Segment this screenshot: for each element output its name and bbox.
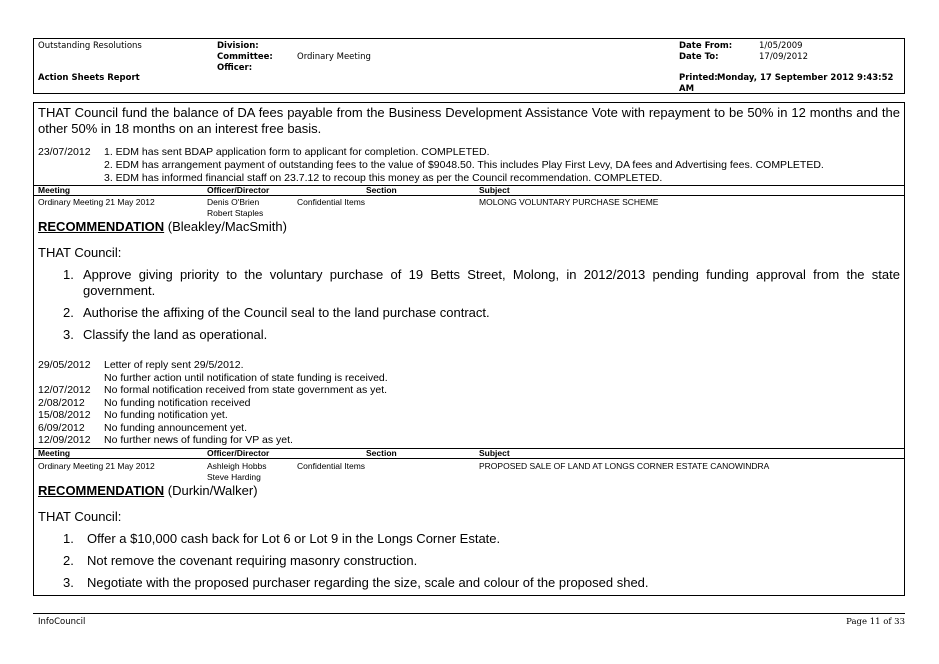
- action-date: 23/07/2012: [38, 146, 91, 158]
- meeting-value: Ordinary Meeting 21 May 2012: [38, 461, 155, 471]
- subject-value: PROPOSED SALE OF LAND AT LONGS CORNER ESTATE CANOWINDRA: [479, 461, 770, 471]
- section-value: Confidential Items: [297, 197, 366, 207]
- col-meeting: Meeting: [38, 185, 71, 195]
- division-label: Division:: [217, 41, 259, 51]
- col-section: Section: [366, 448, 397, 458]
- list-item: Not remove the covenant requiring masonry construction.: [87, 553, 418, 568]
- action-date: 29/05/2012: [38, 359, 91, 371]
- list-item: Approve giving priority to the voluntary purchase of 19 Betts Street, Molong, in 2012/2013 pending funding approval from the state government.: [83, 267, 900, 298]
- printed-value-cont: AM: [679, 84, 695, 94]
- report-title: Outstanding Resolutions: [38, 41, 142, 51]
- action-text: No funding notification received: [104, 396, 251, 409]
- section-value: Confidential Items: [297, 461, 366, 471]
- officer-label: Officer:: [217, 63, 253, 73]
- report-header: [33, 38, 905, 94]
- recommendation-label: RECOMMENDATION: [38, 483, 165, 498]
- list-item: Offer a $10,000 cash back for Lot 6 or Lot 9 in the Longs Corner Estate.: [87, 531, 501, 546]
- recommendation-label: RECOMMENDATION: [38, 219, 165, 234]
- recommendation-movers: (Durkin/Walker): [164, 483, 258, 498]
- list-number: 1.: [63, 531, 74, 546]
- action-date: 12/07/2012: [38, 384, 91, 396]
- printed-value: Monday, 17 September 2012 9:43:52: [717, 73, 894, 83]
- action-text: 1. EDM has sent BDAP application form to applicant for completion. COMPLETED.: [104, 146, 490, 158]
- table-header-row: [34, 448, 904, 459]
- action-date: 6/09/2012: [38, 421, 85, 434]
- list-item: Authorise the affixing of the Council seal to the land purchase contract.: [83, 305, 490, 320]
- report-subtitle: Action Sheets Report: [38, 73, 140, 83]
- action-text: No funding announcement yet.: [104, 421, 248, 434]
- director-value: Steve Harding: [207, 472, 261, 482]
- action-text: No further action until notification of state funding is received.: [104, 371, 388, 384]
- resolution-text: THAT Council fund the balance of DA fees payable from the Business Development Assistance Vote with repayment to be 50% in 12 months and the other 50% in 18 months on an interest free basis.: [38, 105, 900, 136]
- table-header-row: [34, 185, 904, 196]
- col-subject: Subject: [479, 185, 510, 195]
- recommendation-movers: (Bleakley/MacSmith): [164, 219, 287, 234]
- col-subject: Subject: [479, 448, 510, 458]
- page-number: Page 11 of 33: [846, 617, 905, 627]
- col-meeting: Meeting: [38, 448, 71, 458]
- recommendation-heading: [38, 483, 258, 498]
- committee-label: Committee:: [217, 52, 273, 62]
- action-text: No funding notification yet.: [104, 409, 228, 421]
- item-details: [34, 197, 904, 219]
- date-to-label: Date To:: [679, 52, 719, 62]
- action-date: 2/08/2012: [38, 396, 85, 409]
- col-officer: Officer/Director: [207, 448, 270, 458]
- date-to-value: 17/09/2012: [759, 52, 808, 62]
- printed-label: Printed:: [679, 73, 718, 83]
- meeting-value: Ordinary Meeting 21 May 2012: [38, 197, 155, 207]
- list-number: 3.: [63, 327, 74, 342]
- subject-value: MOLONG VOLUNTARY PURCHASE SCHEME: [479, 197, 659, 207]
- action-text: 3. EDM has informed financial staff on 23.7.12 to recoup this money as per the Council recommendation. COMPLETED.: [104, 172, 663, 184]
- intro-text: THAT Council:: [38, 245, 122, 260]
- list-number: 3.: [63, 575, 74, 590]
- footer-brand: InfoCouncil: [38, 617, 86, 627]
- action-date: 15/08/2012: [38, 409, 91, 421]
- action-date: 12/09/2012: [38, 434, 91, 446]
- report-content: [33, 102, 905, 596]
- item-details: [34, 461, 904, 483]
- list-number: 2.: [63, 305, 74, 320]
- col-section: Section: [366, 185, 397, 195]
- action-text: No formal notification received from state government as yet.: [104, 384, 388, 396]
- recommendation-heading: [38, 219, 287, 234]
- list-number: 2.: [63, 553, 74, 568]
- director-value: Robert Staples: [207, 208, 264, 218]
- officer-value: Denis O'Brien: [207, 197, 260, 207]
- committee-value: Ordinary Meeting: [297, 52, 371, 62]
- action-text: 2. EDM has arrangement payment of outstanding fees to the value of $9048.50. This includes Play First Levy, DA fees and Advertising fees. COMPLETED.: [104, 159, 824, 171]
- intro-text: THAT Council:: [38, 509, 122, 524]
- date-from-label: Date From:: [679, 41, 733, 51]
- list-item: Classify the land as operational.: [83, 327, 268, 342]
- action-text: Letter of reply sent 29/5/2012.: [104, 359, 244, 371]
- col-officer: Officer/Director: [207, 185, 270, 195]
- action-text: No further news of funding for VP as yet.: [104, 434, 293, 446]
- footer-divider: [33, 613, 905, 614]
- list-item: Negotiate with the proposed purchaser regarding the size, scale and colour of the proposed shed.: [87, 575, 649, 590]
- officer-value: Ashleigh Hobbs: [207, 461, 267, 471]
- list-number: 1.: [63, 267, 74, 282]
- date-from-value: 1/05/2009: [759, 41, 803, 51]
